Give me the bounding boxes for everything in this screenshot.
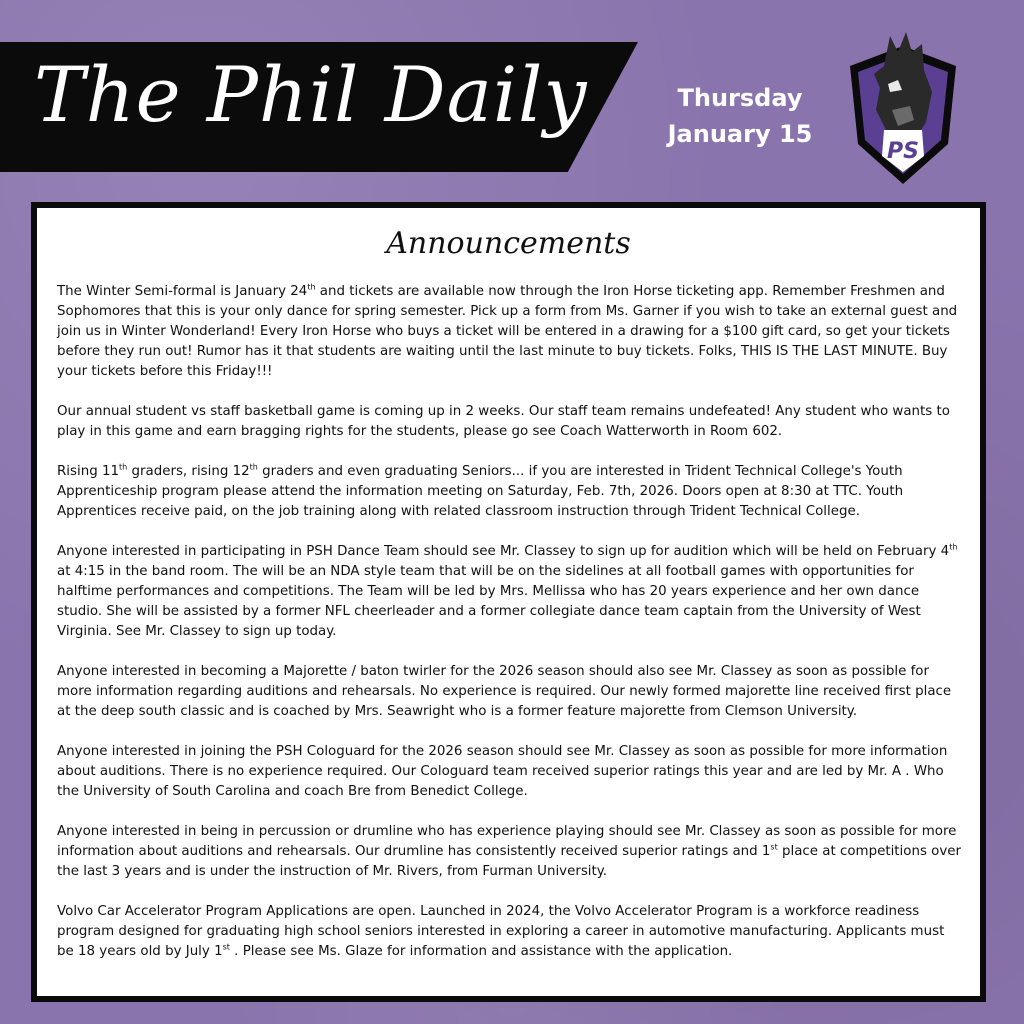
announcement-paragraph: Our annual student vs staff basketball game is coming up in 2 weeks. Our staff team remains undefeated! Any student who wants to play in this game and earn bragging rights for the students, please go see Coach Watterworth in Room 602.	[57, 404, 950, 439]
announcement-paragraph: Volvo Car Accelerator Program Applications are open. Launched in 2024, the Volvo Accelerator Program is a workforce readiness program designed for graduating high school seniors interested in exploring a career in automotive manufacturing. Applicants must be 18 years old by July 1st . Please see Ms. Glaze for information and assistance with the application.	[57, 904, 945, 959]
announcement-paragraph: Anyone interested in being in percussion or drumline who has experience playing should see Mr. Classey as soon as possible for more information about auditions and rehearsals. Our drumline has consistently received superior ratings and 1st place at competitions over the last 3 years and is under the instruction of Mr. Rivers, from Furman University.	[57, 824, 962, 879]
announcement-paragraph: Anyone interested in participating in PSH Dance Team should see Mr. Classey to sign up for audition which will be held on February 4th at 4:15 in the band room. The will be an NDA style team that will be on the sidelines at all football games with opportunities for halftime performances and competitions. The Team will be led by Mrs. Mellissa who has 20 years experience and her own dance studio. She will be assisted by a former NFL cheerleader and a former collegiate dance team captain from the University of West Virginia. See Mr. Classey to sign up today.	[57, 542, 958, 639]
announcement-paragraph: Anyone interested in joining the PSH Cologuard for the 2026 season should see Mr. Classey as soon as possible for more information about auditions. There is no experience required. Our Cologuard team received superior ratings this year and are led by Mr. A . Who the University of South Carolina and coach Bre from Benedict College.	[57, 744, 948, 799]
day-label: Thursday	[677, 84, 803, 112]
newsletter-title: The Phil Daily	[34, 50, 588, 139]
date-label: January 15	[667, 120, 813, 148]
announcement-paragraph: The Winter Semi-formal is January 24th and tickets are available now through the Iron Horse ticketing app. Remember Freshmen and Sophomores that this is your only dance for spring semester. Pick up a form from Ms. Garner if you wish to take an external guest and join us in Winter Wonderland! Every Iron Horse who buys a ticket will be entered in a drawing for a $100 gift card, so get your tickets before they run out! Rumor has it that students are waiting until the last minute to buy tickets. Folks, THIS IS THE LAST MINUTE. Buy your tickets before this Friday!!!	[57, 282, 958, 379]
announcements-body	[57, 282, 962, 982]
announcements-panel	[31, 202, 986, 1002]
announcements-heading: Announcements	[386, 226, 631, 261]
mustang-logo-icon	[840, 26, 966, 188]
logo-lettering: PS	[887, 139, 919, 164]
announcement-paragraph: Rising 11th graders, rising 12th graders and even graduating Seniors... if you are interested in Trident Technical College's Youth Apprenticeship program please attend the information meeting on Saturday, Feb. 7th, 2026. Doors open at 8:30 at TTC. Youth Apprentices receive paid, on the job training along with related classroom instruction through Trident Technical College.	[57, 462, 904, 519]
announcement-paragraph: Anyone interested in becoming a Majorette / baton twirler for the 2026 season should also see Mr. Classey as soon as possible for more information regarding auditions and rehearsals. No experience is required. Our newly formed majorette line received first place at the deep south classic and is coached by Mrs. Seawright who is a former feature majorette from Clemson University.	[57, 664, 952, 719]
date-block	[640, 80, 840, 152]
